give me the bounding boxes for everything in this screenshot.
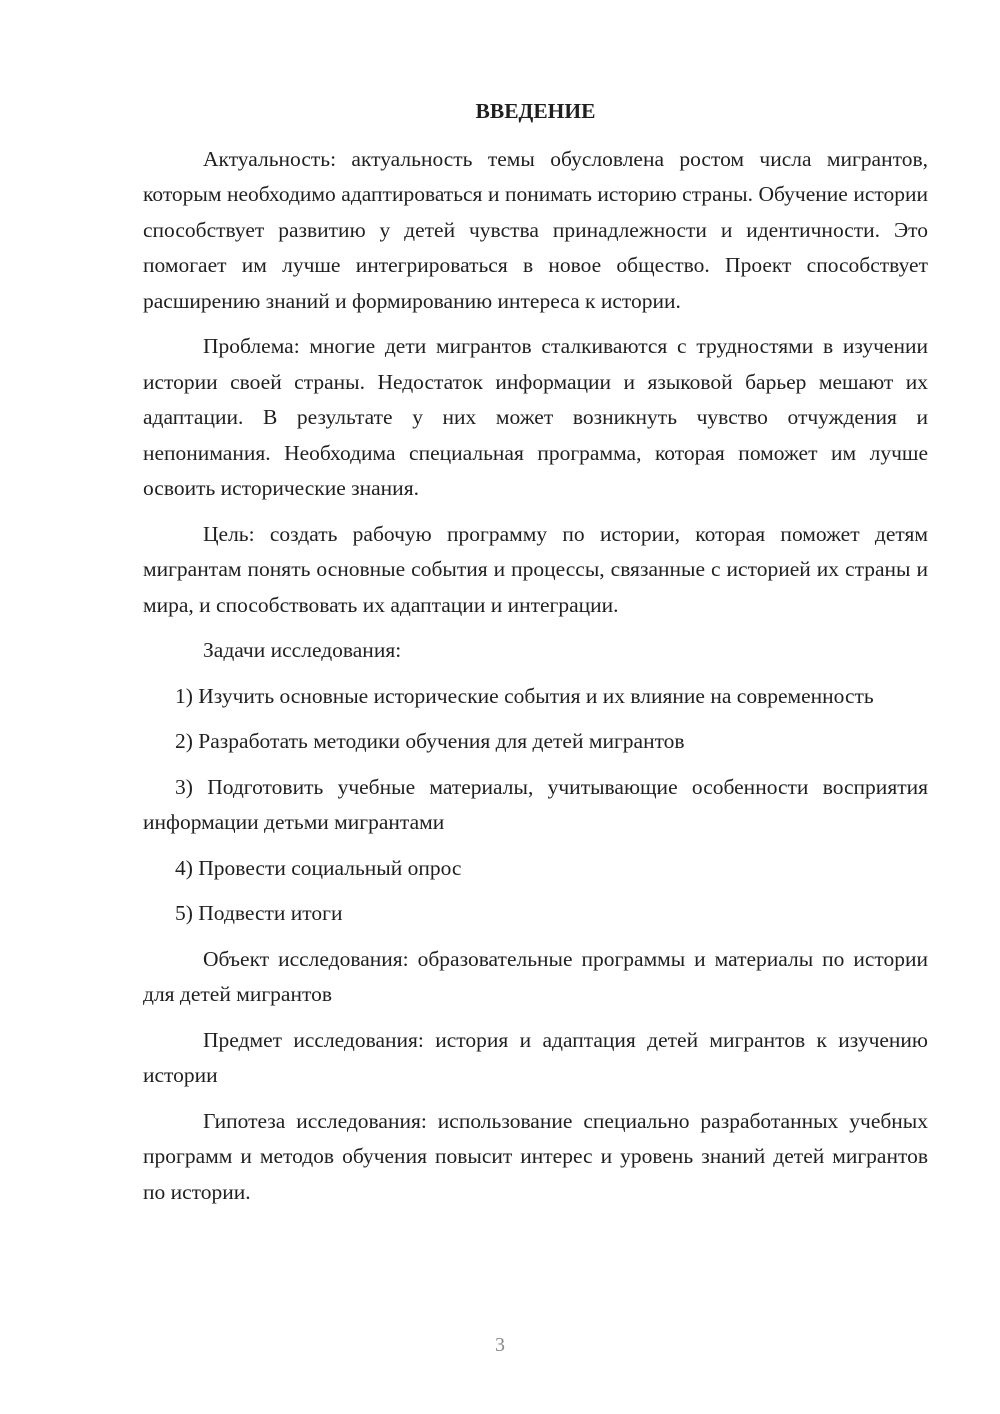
relevance-paragraph: Актуальность: актуальность темы обусловлена ростом числа мигрантов, которым необходимо адаптироваться и понимать историю страны. Обучение истории способствует развитию у детей чувства принадлежности и идентичности. Это помогает им лучше интегрироваться в новое общество. Проект способствует расширению знаний и формированию интереса к истории.	[143, 146, 928, 313]
task-item-4: 4) Провести социальный опрос	[175, 855, 462, 880]
task-item-1: 1) Изучить основные исторические события и их влияние на современность	[175, 683, 874, 708]
page-title: ВВЕДЕНИЕ	[475, 99, 596, 123]
goal-paragraph: Цель: создать рабочую программу по истории, которая поможет детям мигрантам понять основные события и процессы, связанные с историей их страны и мира, и способствовать их адаптации и интеграции.	[143, 521, 928, 617]
tasks-heading: Задачи исследования:	[203, 638, 402, 662]
hypothesis-paragraph: Гипотеза исследования: использование специально разработанных учебных программ и методов обучения повысит интерес и уровень знаний детей мигрантов по истории.	[143, 1108, 928, 1204]
document-page	[143, 94, 928, 1220]
object-paragraph: Объект исследования: образовательные программы и материалы по истории для детей мигрантов	[143, 946, 928, 1006]
page-number: 3	[495, 1334, 505, 1356]
problem-paragraph: Проблема: многие дети мигрантов сталкиваются с трудностями в изучении истории своей страны. Недостаток информации и языковой барьер мешают их адаптации. В результате у них может возникнуть чувство отчуждения и непонимания. Необходима специальная программа, которая поможет им лучше освоить исторические знания.	[143, 334, 928, 500]
task-item-3: 3) Подготовить учебные материалы, учитывающие особенности восприятия информации детьми мигрантами	[143, 774, 928, 834]
task-item-5: 5) Подвести итоги	[175, 901, 343, 925]
task-item-2: 2) Разработать методики обучения для детей мигрантов	[175, 729, 685, 753]
subject-paragraph: Предмет исследования: история и адаптация детей мигрантов к изучению истории	[143, 1027, 928, 1087]
